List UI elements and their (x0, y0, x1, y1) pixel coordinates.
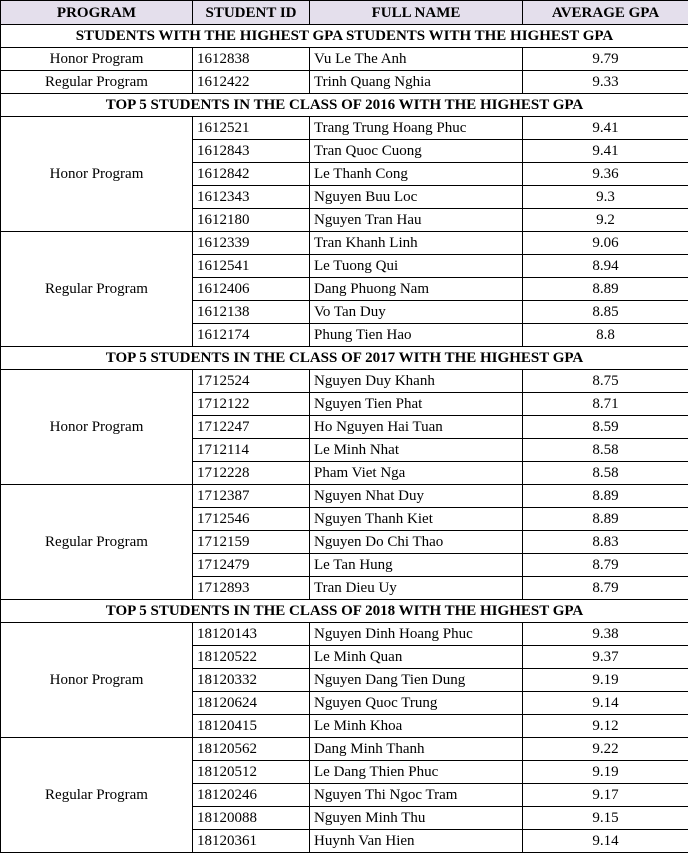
header-row (1, 1, 688, 25)
full-name-cell: Nguyen Tran Hau (310, 209, 523, 232)
average-gpa-cell: 8.89 (523, 278, 688, 301)
table-row (1, 117, 688, 140)
section-header-row (1, 600, 688, 623)
average-gpa-cell: 9.36 (523, 163, 688, 186)
student-id-cell: 1712524 (193, 370, 310, 393)
section-title: TOP 5 STUDENTS IN THE CLASS OF 2018 WITH THE HIGHEST GPA (1, 600, 688, 623)
average-gpa-cell: 9.14 (523, 830, 688, 853)
table-row (1, 71, 688, 94)
full-name-cell: Dang Minh Thanh (310, 738, 523, 761)
average-gpa-cell: 9.19 (523, 669, 688, 692)
full-name-cell: Nguyen Do Chi Thao (310, 531, 523, 554)
program-cell: Regular Program (1, 71, 193, 94)
full-name-cell: Vo Tan Duy (310, 301, 523, 324)
average-gpa-cell: 9.17 (523, 784, 688, 807)
average-gpa-cell: 8.71 (523, 393, 688, 416)
average-gpa-cell: 9.22 (523, 738, 688, 761)
full-name-cell: Le Tuong Qui (310, 255, 523, 278)
table-row (1, 232, 688, 255)
student-id-cell: 1612406 (193, 278, 310, 301)
program-cell: Honor Program (1, 623, 193, 738)
header-program: PROGRAM (1, 1, 193, 25)
student-id-cell: 1612180 (193, 209, 310, 232)
average-gpa-cell: 8.75 (523, 370, 688, 393)
full-name-cell: Nguyen Nhat Duy (310, 485, 523, 508)
student-id-cell: 18120624 (193, 692, 310, 715)
average-gpa-cell: 9.33 (523, 71, 688, 94)
table-row (1, 623, 688, 646)
average-gpa-cell: 9.14 (523, 692, 688, 715)
average-gpa-cell: 8.58 (523, 439, 688, 462)
full-name-cell: Le Dang Thien Phuc (310, 761, 523, 784)
average-gpa-cell: 9.37 (523, 646, 688, 669)
program-cell: Honor Program (1, 48, 193, 71)
section-title: STUDENTS WITH THE HIGHEST GPA STUDENTS WITH THE HIGHEST GPA (1, 25, 688, 48)
average-gpa-cell: 8.8 (523, 324, 688, 347)
full-name-cell: Nguyen Thi Ngoc Tram (310, 784, 523, 807)
average-gpa-cell: 8.79 (523, 577, 688, 600)
average-gpa-cell: 8.94 (523, 255, 688, 278)
full-name-cell: Tran Dieu Uy (310, 577, 523, 600)
student-id-cell: 1612541 (193, 255, 310, 278)
average-gpa-cell: 8.89 (523, 508, 688, 531)
student-id-cell: 1712387 (193, 485, 310, 508)
student-id-cell: 18120088 (193, 807, 310, 830)
section-header-row (1, 347, 688, 370)
program-cell: Regular Program (1, 738, 193, 853)
program-cell: Honor Program (1, 370, 193, 485)
student-id-cell: 1612842 (193, 163, 310, 186)
full-name-cell: Le Minh Quan (310, 646, 523, 669)
table-row (1, 738, 688, 761)
full-name-cell: Trinh Quang Nghia (310, 71, 523, 94)
average-gpa-cell: 8.89 (523, 485, 688, 508)
average-gpa-cell: 8.85 (523, 301, 688, 324)
full-name-cell: Nguyen Duy Khanh (310, 370, 523, 393)
full-name-cell: Nguyen Tien Phat (310, 393, 523, 416)
student-id-cell: 1712479 (193, 554, 310, 577)
full-name-cell: Pham Viet Nga (310, 462, 523, 485)
student-id-cell: 18120143 (193, 623, 310, 646)
full-name-cell: Nguyen Dang Tien Dung (310, 669, 523, 692)
average-gpa-cell: 8.83 (523, 531, 688, 554)
student-id-cell: 18120361 (193, 830, 310, 853)
average-gpa-cell: 9.19 (523, 761, 688, 784)
student-id-cell: 1712159 (193, 531, 310, 554)
student-id-cell: 1712114 (193, 439, 310, 462)
section-header-row (1, 94, 688, 117)
full-name-cell: Nguyen Dinh Hoang Phuc (310, 623, 523, 646)
student-id-cell: 1712893 (193, 577, 310, 600)
average-gpa-cell: 8.79 (523, 554, 688, 577)
average-gpa-cell: 9.41 (523, 140, 688, 163)
average-gpa-cell: 9.38 (523, 623, 688, 646)
full-name-cell: Huynh Van Hien (310, 830, 523, 853)
average-gpa-cell: 9.3 (523, 186, 688, 209)
program-cell: Regular Program (1, 232, 193, 347)
student-id-cell: 1612174 (193, 324, 310, 347)
student-id-cell: 1612339 (193, 232, 310, 255)
student-id-cell: 1712546 (193, 508, 310, 531)
average-gpa-cell: 9.79 (523, 48, 688, 71)
header-full-name: FULL NAME (310, 1, 523, 25)
student-id-cell: 18120332 (193, 669, 310, 692)
student-id-cell: 1612422 (193, 71, 310, 94)
section-title: TOP 5 STUDENTS IN THE CLASS OF 2017 WITH THE HIGHEST GPA (1, 347, 688, 370)
header-student-id: STUDENT ID (193, 1, 310, 25)
program-cell: Regular Program (1, 485, 193, 600)
student-id-cell: 1712228 (193, 462, 310, 485)
program-cell: Honor Program (1, 117, 193, 232)
average-gpa-cell: 8.59 (523, 416, 688, 439)
full-name-cell: Ho Nguyen Hai Tuan (310, 416, 523, 439)
student-id-cell: 18120522 (193, 646, 310, 669)
average-gpa-cell: 9.2 (523, 209, 688, 232)
full-name-cell: Nguyen Minh Thu (310, 807, 523, 830)
average-gpa-cell: 9.15 (523, 807, 688, 830)
average-gpa-cell: 9.06 (523, 232, 688, 255)
student-id-cell: 18120246 (193, 784, 310, 807)
full-name-cell: Nguyen Buu Loc (310, 186, 523, 209)
student-id-cell: 1612838 (193, 48, 310, 71)
student-id-cell: 1712122 (193, 393, 310, 416)
full-name-cell: Le Minh Khoa (310, 715, 523, 738)
full-name-cell: Le Minh Nhat (310, 439, 523, 462)
table-body (1, 25, 688, 853)
full-name-cell: Tran Khanh Linh (310, 232, 523, 255)
header-average-gpa: AVERAGE GPA (523, 1, 688, 25)
student-id-cell: 18120415 (193, 715, 310, 738)
section-header-row (1, 25, 688, 48)
student-id-cell: 1612521 (193, 117, 310, 140)
student-id-cell: 18120512 (193, 761, 310, 784)
full-name-cell: Tran Quoc Cuong (310, 140, 523, 163)
section-title: TOP 5 STUDENTS IN THE CLASS OF 2016 WITH THE HIGHEST GPA (1, 94, 688, 117)
full-name-cell: Nguyen Quoc Trung (310, 692, 523, 715)
student-id-cell: 1612843 (193, 140, 310, 163)
full-name-cell: Phung Tien Hao (310, 324, 523, 347)
student-id-cell: 1712247 (193, 416, 310, 439)
average-gpa-cell: 8.58 (523, 462, 688, 485)
average-gpa-cell: 9.12 (523, 715, 688, 738)
average-gpa-cell: 9.41 (523, 117, 688, 140)
full-name-cell: Le Thanh Cong (310, 163, 523, 186)
student-id-cell: 1612138 (193, 301, 310, 324)
full-name-cell: Vu Le The Anh (310, 48, 523, 71)
table-row (1, 485, 688, 508)
table-row (1, 370, 688, 393)
full-name-cell: Nguyen Thanh Kiet (310, 508, 523, 531)
student-id-cell: 18120562 (193, 738, 310, 761)
full-name-cell: Dang Phuong Nam (310, 278, 523, 301)
table-row (1, 48, 688, 71)
full-name-cell: Trang Trung Hoang Phuc (310, 117, 523, 140)
student-id-cell: 1612343 (193, 186, 310, 209)
full-name-cell: Le Tan Hung (310, 554, 523, 577)
